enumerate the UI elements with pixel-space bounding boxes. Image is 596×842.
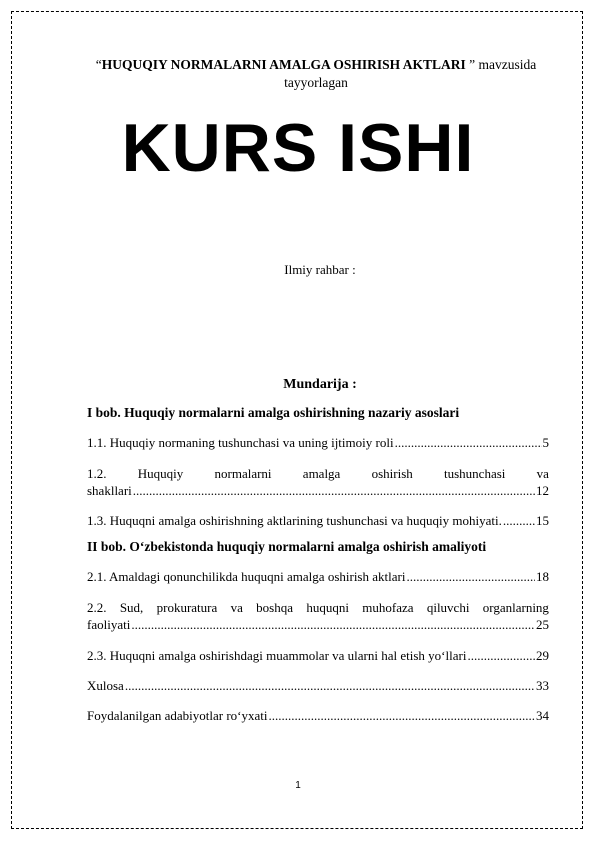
toc-word: tushunchasi [444,466,506,481]
toc-item-text: Xulosa [87,678,124,693]
leader-dots [395,434,542,451]
toc-item-text: 1.3. Huquqni amalga oshirishning aktlarining tushunchasi va huquqiy mohiyati. [87,513,502,528]
topic-line-2: tayyorlagan [284,75,348,90]
toc-item-line-1 [87,465,549,482]
close-quote: ” [465,57,476,72]
leader-dots [269,707,535,724]
toc-item-text: 1.1. Huquqiy normaning tushunchasi va uning ijtimoiy roli [87,435,394,450]
toc-word: Huquqiy [137,466,184,481]
toc-word: qiluvchi [426,600,470,615]
toc-word: huquqni [306,600,349,615]
toc-item-text: Foydalanilgan adabiyotlar ro‘yxati [87,708,268,723]
toc-item-line-2 [87,616,549,633]
toc-word: va [536,466,549,481]
leader-dots [467,647,535,664]
toc-item-2-3[interactable] [87,647,549,664]
leader-dots [133,482,535,499]
leader-dots [131,616,535,633]
toc-item-page: 25 [536,617,549,632]
topic-suffix: mavzusida [475,57,537,72]
open-quote: “ [95,57,102,72]
leader-dots [406,568,535,585]
toc-item-page: 12 [536,483,549,498]
toc-word: amalga [302,466,341,481]
toc-item-2-2[interactable] [87,599,549,633]
toc-item-page: 33 [536,678,549,693]
toc-word: organlarning [482,600,549,615]
toc-item-line-1 [87,599,549,616]
toc-heading: Mundarija : [283,377,357,392]
toc-item-1-1[interactable] [87,434,549,451]
toc-word: 1.2. [87,466,107,481]
toc-item-2-1[interactable] [87,568,549,585]
toc-word: prokuratura [156,600,218,615]
toc-word: normalarni [214,466,272,481]
toc-word: boshqa [256,600,293,615]
toc-chapter-2: II bob. O‘zbekistonda huquqiy normalarni amalga oshirish amaliyoti [87,539,487,554]
toc-item-text: faoliyati [87,617,131,632]
toc-word: 2.2. [87,600,107,615]
toc-item-line-2 [87,482,549,499]
toc-word: muhofaza [362,600,414,615]
document-title: KURS ISHI [121,110,475,186]
toc-item-text: shakllari [87,483,132,498]
toc-conclusion[interactable] [87,677,549,694]
toc-chapter-1: I bob. Huquqiy normalarni amalga oshirishning nazariy asoslari [87,405,460,420]
toc-references[interactable] [87,707,549,724]
toc-item-page: 15 [536,513,549,528]
toc-word: va [230,600,243,615]
topic-header [80,56,552,92]
topic-title: HUQUQIY NORMALARNI AMALGA OSHIRISH AKTLARI [101,57,466,72]
toc-item-1-3[interactable] [87,512,549,529]
toc-item-page: 29 [536,648,549,663]
toc-item-page: 18 [536,569,549,584]
toc-item-text: 2.1. Amaldagi qonunchilikda huquqni amalga oshirish aktlari [87,569,406,584]
toc-word: oshirish [371,466,413,481]
leader-dots [503,512,535,529]
toc-item-text: 2.3. Huquqni amalga oshirishdagi muammolar va ularni hal etish yo‘llari [87,648,467,663]
toc-item-1-2[interactable] [87,465,549,499]
toc-word: Sud, [119,600,144,615]
leader-dots [125,677,535,694]
toc-item-page: 5 [542,435,549,450]
topic-line-1 [80,56,552,74]
toc-item-page: 34 [536,708,549,723]
page-number: 1 [295,780,301,791]
advisor-label: Ilmiy rahbar : [284,262,356,277]
